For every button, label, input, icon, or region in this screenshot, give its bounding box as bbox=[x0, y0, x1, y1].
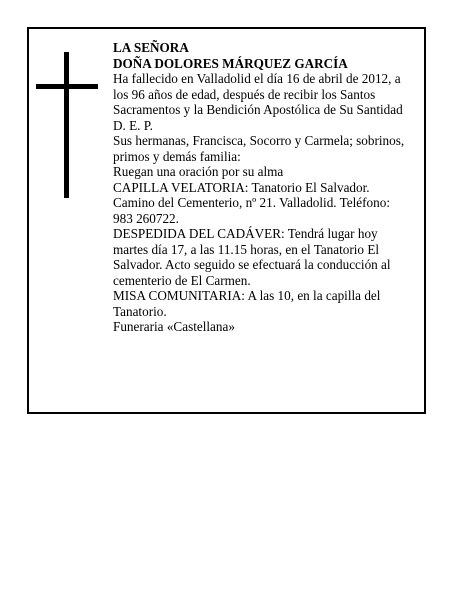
funeral-home bbox=[113, 319, 423, 335]
mass-info bbox=[113, 288, 423, 319]
text-line: D. E. P. bbox=[113, 117, 153, 133]
text-line: Tanatorio. bbox=[113, 303, 167, 319]
cross-vertical-bar bbox=[64, 52, 69, 198]
cross-horizontal-bar bbox=[36, 84, 98, 89]
text-line: Sacramentos y la Bendición Apostólica de Su Santidad bbox=[113, 102, 403, 117]
wake-chapel-info bbox=[113, 180, 423, 227]
death-announcement bbox=[113, 71, 423, 133]
text-line: cementerio de El Carmen. bbox=[113, 272, 251, 288]
family-list bbox=[113, 133, 423, 164]
text-line: Sus hermanas, Francisca, Socorro y Carmela; sobrinos, bbox=[113, 133, 405, 148]
text-line: 983 260722. bbox=[113, 210, 179, 226]
text-line: Camino del Cementerio, nº 21. Valladolid. Teléfono: bbox=[113, 195, 390, 210]
text-line: DESPEDIDA DEL CADÁVER: Tendrá lugar hoy bbox=[113, 226, 378, 241]
text-line: primos y demás familia: bbox=[113, 148, 241, 164]
text-line: Funeraria «Castellana» bbox=[113, 319, 235, 334]
deceased-name: DOÑA DOLORES MÁRQUEZ GARCÍA bbox=[113, 55, 348, 71]
funeral-procession-info bbox=[113, 226, 423, 288]
text-line: Ruegan una oración por su alma bbox=[113, 164, 284, 179]
obituary-text bbox=[113, 40, 423, 335]
text-line: Ha fallecido en Valladolid el día 16 de abril de 2012, a bbox=[113, 71, 401, 86]
cross-icon bbox=[36, 52, 98, 198]
heading-title: LA SEÑORA bbox=[113, 40, 189, 55]
text-line: los 96 años de edad, después de recibir los Santos bbox=[113, 86, 376, 102]
text-line: martes día 17, a las 11.15 horas, en el Tanatorio El bbox=[113, 241, 380, 257]
text-line: CAPILLA VELATORIA: Tanatorio El Salvador. bbox=[113, 179, 370, 195]
text-line: Salvador. Acto seguido se efectuará la conducción al bbox=[113, 257, 391, 272]
text-line: MISA COMUNITARIA: A las 10, en la capilla del bbox=[113, 288, 381, 303]
prayer-request bbox=[113, 164, 423, 180]
